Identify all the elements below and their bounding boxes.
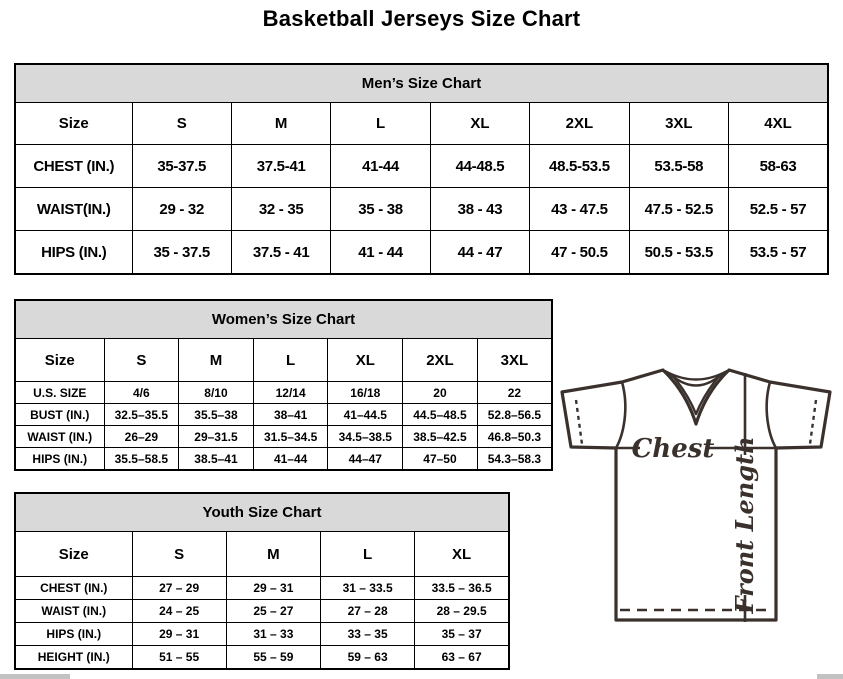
men-col-header-3xl: 3XL bbox=[629, 103, 728, 145]
women-size-value-cell: 47–50 bbox=[403, 448, 478, 471]
men-measurement-row bbox=[15, 188, 828, 231]
men-col-header-s: S bbox=[132, 103, 231, 145]
women-size-value-cell: 41–44 bbox=[253, 448, 328, 471]
women-row-label: WAIST (IN.) bbox=[15, 426, 104, 448]
women-size-value-cell: 35.5–38 bbox=[179, 404, 254, 426]
scrollbar-fragment-right[interactable] bbox=[817, 674, 843, 679]
women-row-label: HIPS (IN.) bbox=[15, 448, 104, 471]
youth-size-value-cell: 63 – 67 bbox=[415, 646, 509, 670]
men-col-header-xl: XL bbox=[430, 103, 529, 145]
women-col-header-2xl: 2XL bbox=[403, 339, 478, 382]
women-size-value-cell: 41–44.5 bbox=[328, 404, 403, 426]
men-row-label: WAIST(IN.) bbox=[15, 188, 132, 231]
youth-table-title: Youth Size Chart bbox=[15, 493, 509, 532]
men-size-value-cell: 38 - 43 bbox=[430, 188, 529, 231]
men-col-header-m: M bbox=[231, 103, 330, 145]
youth-measurement-row bbox=[15, 600, 509, 623]
youth-size-value-cell: 29 – 31 bbox=[226, 577, 320, 600]
men-size-header: Size bbox=[15, 103, 132, 145]
men-size-value-cell: 43 - 47.5 bbox=[530, 188, 629, 231]
youth-col-header-xl: XL bbox=[415, 532, 509, 577]
men-size-value-cell: 44 - 47 bbox=[430, 231, 529, 275]
youth-measurement-row bbox=[15, 646, 509, 670]
youth-size-value-cell: 25 – 27 bbox=[226, 600, 320, 623]
youth-row-label: WAIST (IN.) bbox=[15, 600, 132, 623]
youth-col-header-s: S bbox=[132, 532, 226, 577]
youth-row-label: HEIGHT (IN.) bbox=[15, 646, 132, 670]
women-col-header-l: L bbox=[253, 339, 328, 382]
women-size-value-cell: 35.5–58.5 bbox=[104, 448, 179, 471]
men-size-value-cell: 41 - 44 bbox=[331, 231, 430, 275]
youth-size-value-cell: 33 – 35 bbox=[321, 623, 415, 646]
men-size-value-cell: 41-44 bbox=[331, 145, 430, 188]
women-size-header: Size bbox=[15, 339, 104, 382]
jersey-outline bbox=[562, 370, 830, 620]
men-measurement-row bbox=[15, 145, 828, 188]
men-size-value-cell: 37.5 - 41 bbox=[231, 231, 330, 275]
men-col-header-2xl: 2XL bbox=[530, 103, 629, 145]
women-size-value-cell: 38.5–42.5 bbox=[403, 426, 478, 448]
women-row-label: BUST (IN.) bbox=[15, 404, 104, 426]
youth-size-value-cell: 27 – 29 bbox=[132, 577, 226, 600]
youth-col-header-m: M bbox=[226, 532, 320, 577]
men-col-header-l: L bbox=[331, 103, 430, 145]
women-size-value-cell: 20 bbox=[403, 382, 478, 404]
men-size-value-cell: 29 - 32 bbox=[132, 188, 231, 231]
youth-size-header: Size bbox=[15, 532, 132, 577]
men-size-value-cell: 52.5 - 57 bbox=[729, 188, 828, 231]
men-size-value-cell: 53.5-58 bbox=[629, 145, 728, 188]
women-size-value-cell: 46.8–50.3 bbox=[477, 426, 552, 448]
scrollbar-fragment-left[interactable] bbox=[0, 674, 70, 679]
men-size-value-cell: 37.5-41 bbox=[231, 145, 330, 188]
men-size-value-cell: 47.5 - 52.5 bbox=[629, 188, 728, 231]
women-size-value-cell: 38–41 bbox=[253, 404, 328, 426]
youth-size-value-cell: 28 – 29.5 bbox=[415, 600, 509, 623]
women-size-value-cell: 12/14 bbox=[253, 382, 328, 404]
women-col-header-m: M bbox=[179, 339, 254, 382]
women-size-value-cell: 26–29 bbox=[104, 426, 179, 448]
women-size-value-cell: 16/18 bbox=[328, 382, 403, 404]
youth-row-label: CHEST (IN.) bbox=[15, 577, 132, 600]
women-size-value-cell: 29–31.5 bbox=[179, 426, 254, 448]
youth-measurement-row bbox=[15, 623, 509, 646]
men-measurement-row bbox=[15, 231, 828, 275]
youth-size-value-cell: 35 – 37 bbox=[415, 623, 509, 646]
women-measurement-row bbox=[15, 426, 552, 448]
women-size-value-cell: 44.5–48.5 bbox=[403, 404, 478, 426]
womens-size-chart-table bbox=[14, 299, 553, 471]
youth-size-value-cell: 24 – 25 bbox=[132, 600, 226, 623]
women-size-value-cell: 8/10 bbox=[179, 382, 254, 404]
women-col-header-s: S bbox=[104, 339, 179, 382]
women-size-value-cell: 31.5–34.5 bbox=[253, 426, 328, 448]
men-size-value-cell: 44-48.5 bbox=[430, 145, 529, 188]
page-title: Basketball Jerseys Size Chart bbox=[262, 6, 581, 31]
chest-measure-label: Chest bbox=[631, 434, 715, 464]
youth-measurement-row bbox=[15, 577, 509, 600]
men-size-value-cell: 35 - 38 bbox=[331, 188, 430, 231]
women-size-value-cell: 38.5–41 bbox=[179, 448, 254, 471]
youth-size-value-cell: 55 – 59 bbox=[226, 646, 320, 670]
women-size-value-cell: 22 bbox=[477, 382, 552, 404]
men-size-value-cell: 50.5 - 53.5 bbox=[629, 231, 728, 275]
women-size-value-cell: 4/6 bbox=[104, 382, 179, 404]
youth-size-value-cell: 59 – 63 bbox=[321, 646, 415, 670]
women-table-title: Women’s Size Chart bbox=[15, 300, 552, 339]
men-size-value-cell: 58-63 bbox=[729, 145, 828, 188]
women-measurement-row bbox=[15, 404, 552, 426]
men-size-value-cell: 32 - 35 bbox=[231, 188, 330, 231]
women-row-label: U.S. SIZE bbox=[15, 382, 104, 404]
youth-size-value-cell: 33.5 – 36.5 bbox=[415, 577, 509, 600]
youth-col-header-l: L bbox=[321, 532, 415, 577]
women-measurement-row bbox=[15, 448, 552, 471]
youth-size-value-cell: 27 – 28 bbox=[321, 600, 415, 623]
women-size-value-cell: 44–47 bbox=[328, 448, 403, 471]
men-row-label: CHEST (IN.) bbox=[15, 145, 132, 188]
women-col-header-3xl: 3XL bbox=[477, 339, 552, 382]
mens-size-chart-table bbox=[14, 63, 829, 275]
women-size-value-cell: 52.8–56.5 bbox=[477, 404, 552, 426]
men-size-value-cell: 35-37.5 bbox=[132, 145, 231, 188]
men-col-header-4xl: 4XL bbox=[729, 103, 828, 145]
women-measurement-row bbox=[15, 382, 552, 404]
men-size-value-cell: 53.5 - 57 bbox=[729, 231, 828, 275]
youth-size-value-cell: 31 – 33 bbox=[226, 623, 320, 646]
women-size-value-cell: 32.5–35.5 bbox=[104, 404, 179, 426]
youth-size-value-cell: 51 – 55 bbox=[132, 646, 226, 670]
men-row-label: HIPS (IN.) bbox=[15, 231, 132, 275]
men-size-value-cell: 47 - 50.5 bbox=[530, 231, 629, 275]
men-size-value-cell: 35 - 37.5 bbox=[132, 231, 231, 275]
youth-size-chart-table bbox=[14, 492, 510, 670]
men-size-value-cell: 48.5-53.5 bbox=[530, 145, 629, 188]
youth-row-label: HIPS (IN.) bbox=[15, 623, 132, 646]
women-size-value-cell: 34.5–38.5 bbox=[328, 426, 403, 448]
women-size-value-cell: 54.3–58.3 bbox=[477, 448, 552, 471]
women-col-header-xl: XL bbox=[328, 339, 403, 382]
men-table-title: Men’s Size Chart bbox=[15, 64, 828, 103]
youth-size-value-cell: 29 – 31 bbox=[132, 623, 226, 646]
front-length-measure-label: Front Length bbox=[730, 436, 759, 614]
youth-size-value-cell: 31 – 33.5 bbox=[321, 577, 415, 600]
jersey-measurement-diagram bbox=[556, 362, 838, 634]
